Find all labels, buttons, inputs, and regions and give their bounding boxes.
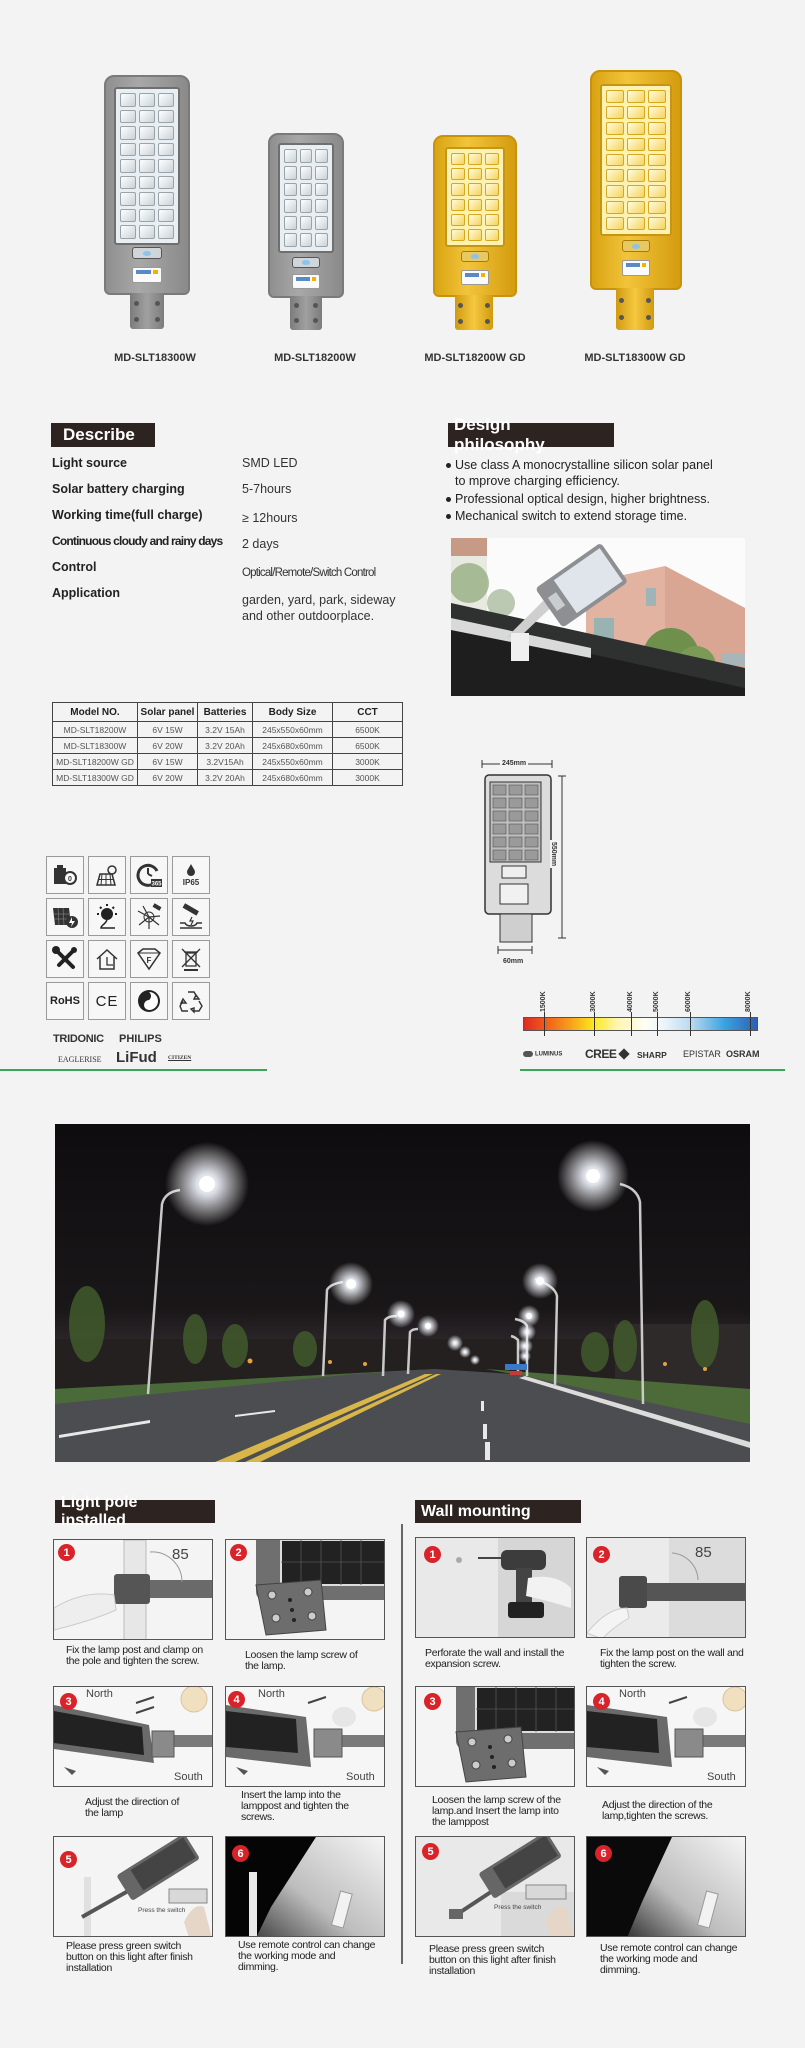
product-image-1 [104,75,190,330]
wall-install-title: Wall mounting [421,1502,531,1520]
installed-lamp-photo [451,538,745,696]
cct-label-1500: 1500K [540,991,547,1012]
brand-lifud: LiFud [116,1049,157,1066]
cell-cct: 3000K [333,770,403,786]
table-row [53,770,403,786]
cct-label-6000: 6000K [685,991,692,1012]
pole-step-2-caption: Loosen the lamp screw of the lamp. [245,1649,358,1672]
design-bullet-3: Mechanical switch to extend storage time. [446,508,687,524]
wall-step-1-image [415,1537,575,1638]
spec-table-header [53,703,403,722]
bullet-dot-icon [446,514,451,519]
wall-step-6-image [586,1836,746,1937]
dim-width: 245mm [502,760,527,767]
cct-tick [631,1012,632,1036]
pole-step-3-image [53,1686,213,1787]
brand-citizen: CITIZEN [168,1055,192,1061]
south-label: South [707,1771,736,1783]
spec-key: Working time(full charge) [52,508,203,522]
design-bullet-1: Use class A monocrystalline silicon solar panel to mprove charging efficiency. [446,457,713,489]
pole-step-4-image [225,1686,385,1787]
weee-bin-icon [172,940,210,978]
col-header: CCT [333,703,403,722]
cell-cct: 3000K [333,754,403,770]
pole-step-4-caption: Insert the lamp into the lamppost and tighten the screws. [241,1789,349,1823]
cell-battery: 3.2V 20Ah [198,770,253,786]
step-number-badge: 5 [60,1851,77,1868]
cell-solar: 6V 15W [138,754,198,770]
pole-step-6-image [225,1836,385,1937]
cell-model: MD-SLT18300W [53,738,138,754]
cell-model: MD-SLT18300W GD [53,770,138,786]
step-number-badge: 6 [595,1845,612,1862]
spec-key: Solar battery charging [52,482,185,496]
cct-tick [690,1012,691,1036]
brand-cree: CREE [585,1047,617,1061]
night-road-photo [55,1124,750,1462]
product-image-2 [268,133,344,330]
cell-cct: 6500K [333,738,403,754]
angle-label: 85 [172,1546,189,1563]
step-number-badge: 1 [58,1544,75,1561]
north-label: North [619,1688,646,1700]
pole-step-5-caption: Please press green switch button on this light after finish installation [66,1940,193,1974]
step-number-badge: 4 [593,1693,610,1710]
svg-text:365: 365 [151,881,162,888]
section-divider [401,1524,403,1964]
spec-key: Control [52,560,97,574]
clock-365-icon [130,856,168,894]
wall-step-4-caption: Adjust the direction of the lamp,tighten the screws. [602,1799,713,1822]
north-label: North [258,1688,285,1700]
wall-step-2-caption: Fix the lamp post on the wall and tighten the screw. [600,1647,744,1670]
wall-step-6-caption: Use remote control can change the working mode and dimming. [600,1942,738,1976]
bullet-dot-icon [446,463,451,468]
step-number-badge: 6 [232,1845,249,1862]
cell-solar: 6V 20W [138,738,198,754]
cct-label-4000: 4000K [627,991,634,1012]
brand-osram: OSRAM [726,1049,760,1059]
brand-luminus: LUMINUS [523,1051,562,1058]
pole-step-2-image [225,1539,385,1640]
svg-text:0: 0 [68,876,72,883]
product-image-3 [433,135,517,330]
pole-step-1-caption: Fix the lamp post and clamp on the pole and tighten the screw. [66,1644,203,1667]
angle-label: 85 [695,1544,712,1561]
wall-step-3-caption: Loosen the lamp screw of the lamp.and Insert the lamp into the lamppost [432,1794,561,1828]
brand-epistar: EPISTAR [683,1049,721,1059]
col-header: Model NO. [53,703,138,722]
recycle-icon [172,982,210,1020]
cell-cct: 6500K [333,722,403,738]
cell-model: MD-SLT18200W GD [53,754,138,770]
cell-model: MD-SLT18200W [53,722,138,738]
model-name-2: MD-SLT18200W [274,352,356,364]
wall-step-1-caption: Perforate the wall and install the expansion screw. [425,1647,565,1670]
spec-value: ≥ 12hours [242,511,298,525]
step-number-badge: 3 [424,1693,441,1710]
spec-value: Optical/Remote/Switch Control [242,567,376,579]
spec-value: 5-7hours [242,482,292,496]
cell-size: 245x680x60mm [253,738,333,754]
brand-tridonic: TRIDONIC [53,1033,104,1045]
wall-step-2-image [586,1537,746,1638]
bullet-dot-icon [446,497,451,502]
pole-install-header [55,1493,215,1529]
col-header: Batteries [198,703,253,722]
feature-icon-grid [46,856,210,1020]
cct-gradient-bar [523,1017,758,1031]
cct-tick [750,1012,751,1036]
cell-solar: 6V 20W [138,770,198,786]
ip65-icon [172,856,210,894]
model-name-1: MD-SLT18300W [114,352,196,364]
wall-step-3-image [415,1686,575,1787]
cell-size: 245x550x60mm [253,722,333,738]
tools-icon [46,940,84,978]
divider-green-left [0,1069,267,1071]
house-install-icon [88,940,126,978]
table-row [53,738,403,754]
svg-text:IP65: IP65 [182,878,200,887]
col-header: Solar panel [138,703,198,722]
cell-solar: 6V 15W [138,722,198,738]
brand-sharp: SHARP [637,1050,667,1060]
cct-label-3000: 3000K [590,991,597,1012]
model-name-4: MD-SLT18300W GD [584,352,686,364]
cct-label-5000: 5000K [653,991,660,1012]
step-number-badge: 2 [593,1546,610,1563]
luminus-logo-icon [523,1051,533,1057]
wall-step-5-caption: Please press green switch button on this light after finish installation [429,1943,556,1977]
wall-step-4-image [586,1686,746,1787]
south-label: South [346,1771,375,1783]
pole-install-title: Light pole installed [61,1493,138,1529]
solar-charging-icon [46,898,84,936]
solar-panel-sun-icon [88,856,126,894]
spec-key: Application [52,586,121,600]
south-label: South [174,1771,203,1783]
step-number-badge: 3 [60,1693,77,1710]
cell-size: 245x550x60mm [253,754,333,770]
spec-key: Light source [52,456,128,470]
green-dot-icon [130,982,168,1020]
table-row [53,754,403,770]
design-title: Design philosophy [454,415,545,454]
diamond-f-icon [130,940,168,978]
step-number-badge: 2 [230,1544,247,1561]
rohs-icon: RoHS [46,982,84,1020]
describe-header [51,423,155,447]
dim-depth: 60mm [503,958,524,965]
product-image-4 [590,70,682,330]
sun-plug-icon [88,898,126,936]
table-row [53,722,403,738]
cell-battery: 3.2V 20Ah [198,738,253,754]
battery-cycle-icon [46,856,84,894]
svg-text:F: F [146,956,152,965]
north-label: North [86,1688,113,1700]
brand-philips: PHILIPS [119,1033,162,1045]
cree-diamond-icon [618,1048,629,1059]
dim-height: 550mm [550,842,557,867]
spec-key: Continuous cloudy and rainy days [52,534,223,548]
spec-table [52,702,403,786]
press-switch-label: Press the switch [138,1907,186,1914]
wall-step-5-image [415,1836,575,1937]
cell-battery: 3.2V 15Ah [198,722,253,738]
cct-tick [544,1012,545,1036]
spec-value: 2 days [242,537,279,551]
spec-value: garden, yard, park, sideway [242,593,396,607]
cell-size: 245x680x60mm [253,770,333,786]
describe-title: Describe [63,425,135,444]
cct-tick [594,1012,595,1036]
spec-value: SMD LED [242,456,298,470]
brand-eaglerise: EAGLERISE [58,1055,102,1064]
pole-step-5-image [53,1836,213,1937]
wall-install-header [415,1500,581,1523]
divider-green-right [520,1069,785,1071]
pole-step-6-caption: Use remote control can change the working mode and dimming. [238,1939,376,1973]
design-bullet-2: Professional optical design, higher brightness. [446,491,710,507]
step-number-badge: 5 [422,1843,439,1860]
cct-tick [657,1012,658,1036]
step-number-badge: 4 [228,1691,245,1708]
press-switch-label: Press the switch [494,1904,542,1911]
col-header: Body Size [253,703,333,722]
pole-step-3-caption: Adjust the direction of the lamp [85,1796,180,1819]
ce-icon: CE [88,982,126,1020]
spec-value-line2: and other outdoorplace. [242,609,375,623]
impact-resistant-icon [130,898,168,936]
anti-corrosion-icon [172,898,210,936]
model-name-3: MD-SLT18200W GD [424,352,526,364]
cct-label-8000: 8000K [745,991,752,1012]
pole-step-1-image [53,1539,213,1640]
step-number-badge: 1 [424,1546,441,1563]
design-header [448,415,614,454]
cell-battery: 3.2V15Ah [198,754,253,770]
